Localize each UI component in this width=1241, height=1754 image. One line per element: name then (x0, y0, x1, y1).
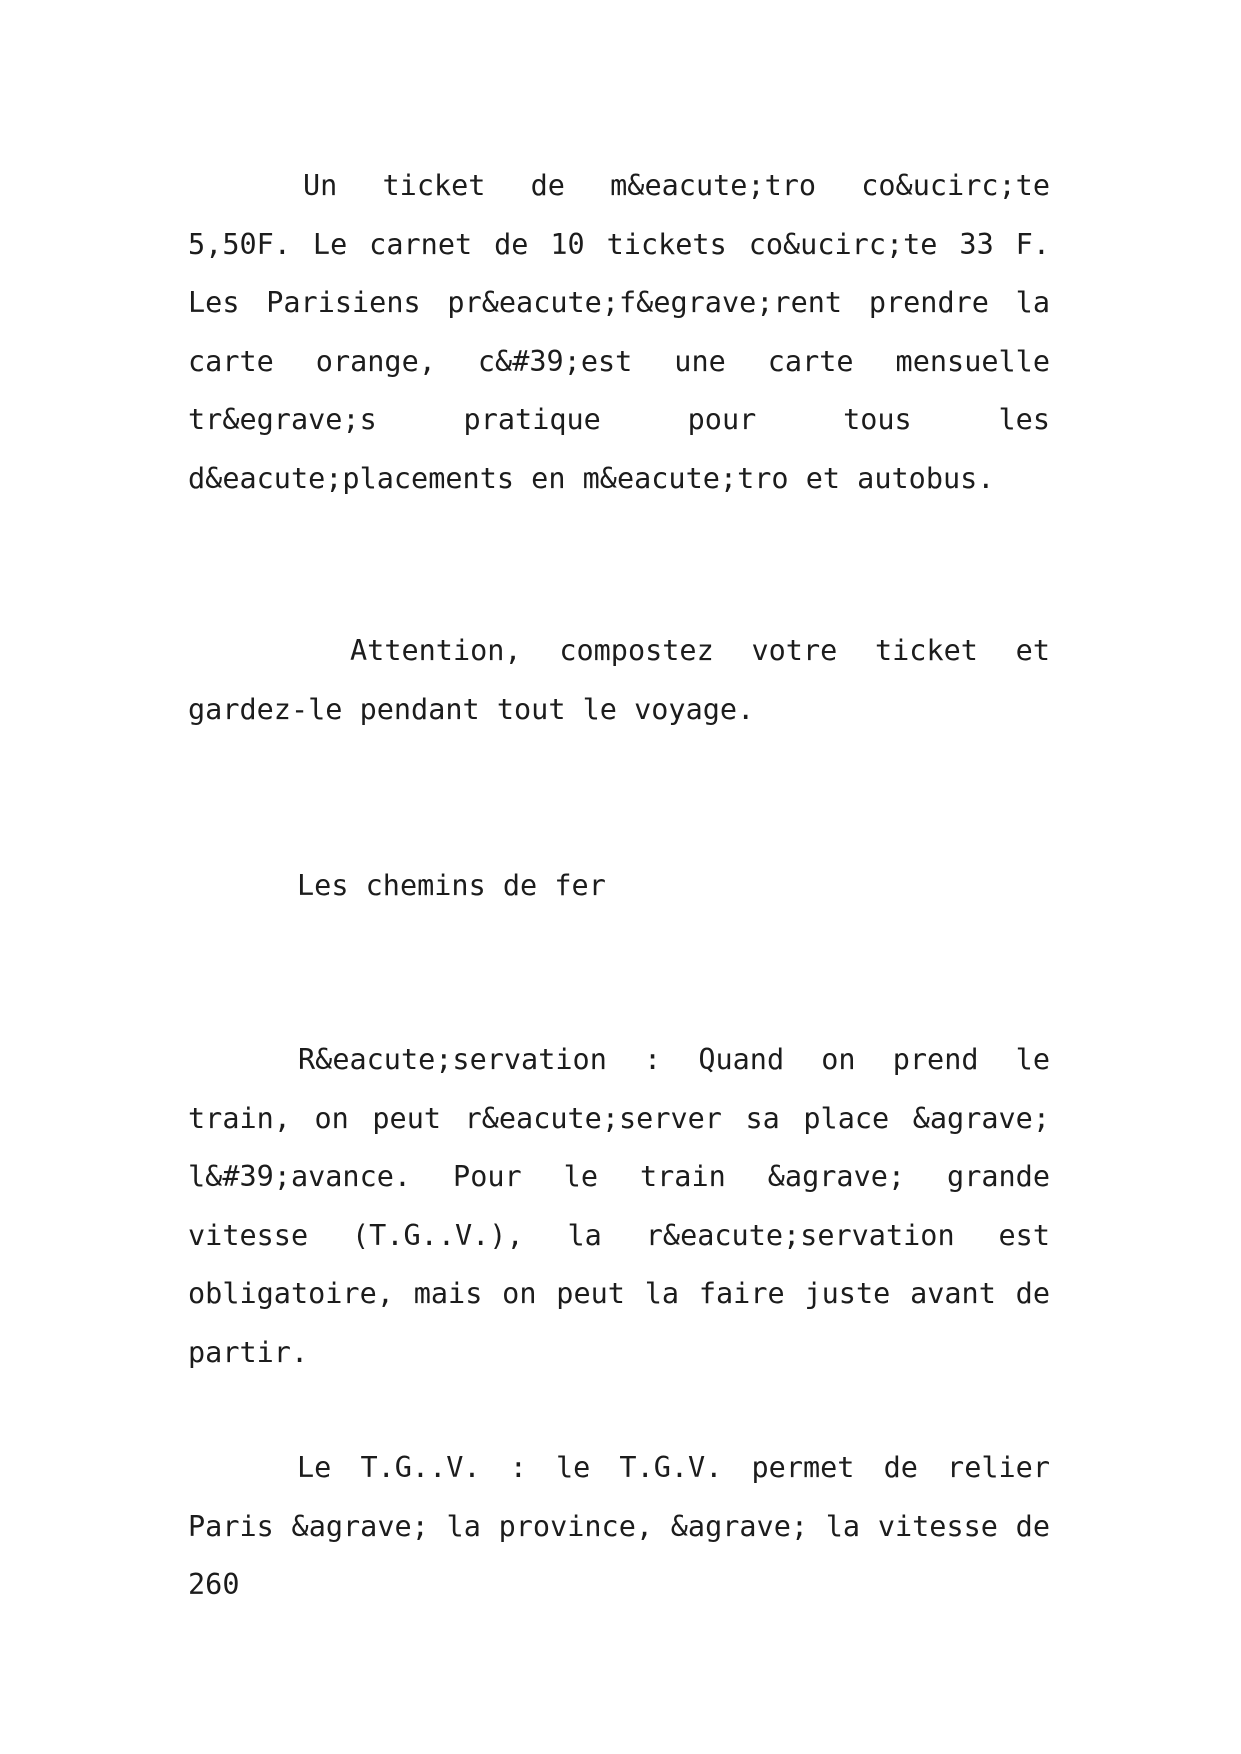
paragraph-tgv: Le T.G..V. : le T.G.V. permet de relier Paris &agrave; la province, &agrave; la vitesse de 260 (188, 1451, 1050, 1601)
paragraph-reservation: R&eacute;servation : Quand on prend le train, on peut r&eacute;server sa place &agrave; l&#39;avance. Pour le train &agrave; grande vitesse (T.G..V.), la r&eacute;servation est obligatoire, mais on peut la faire juste avant de partir. (188, 1043, 1050, 1369)
paragraph-attention: Attention, compostez votre ticket et gardez-le pendant tout le voyage. (188, 634, 1050, 726)
paragraph-metro-tickets: Un ticket de m&eacute;tro co&ucirc;te 5,50F. Le carnet de 10 tickets co&ucirc;te 33 F. Les Parisiens pr&eacute;f&egrave;rent prendre la carte orange, c&#39;est une carte mensuelle tr&egrave;s pratique pour tous les d&eacute;placements en m&eacute;tro et autobus. (188, 169, 1050, 495)
section-heading-chemins-de-fer: Les chemins de fer (297, 869, 606, 902)
